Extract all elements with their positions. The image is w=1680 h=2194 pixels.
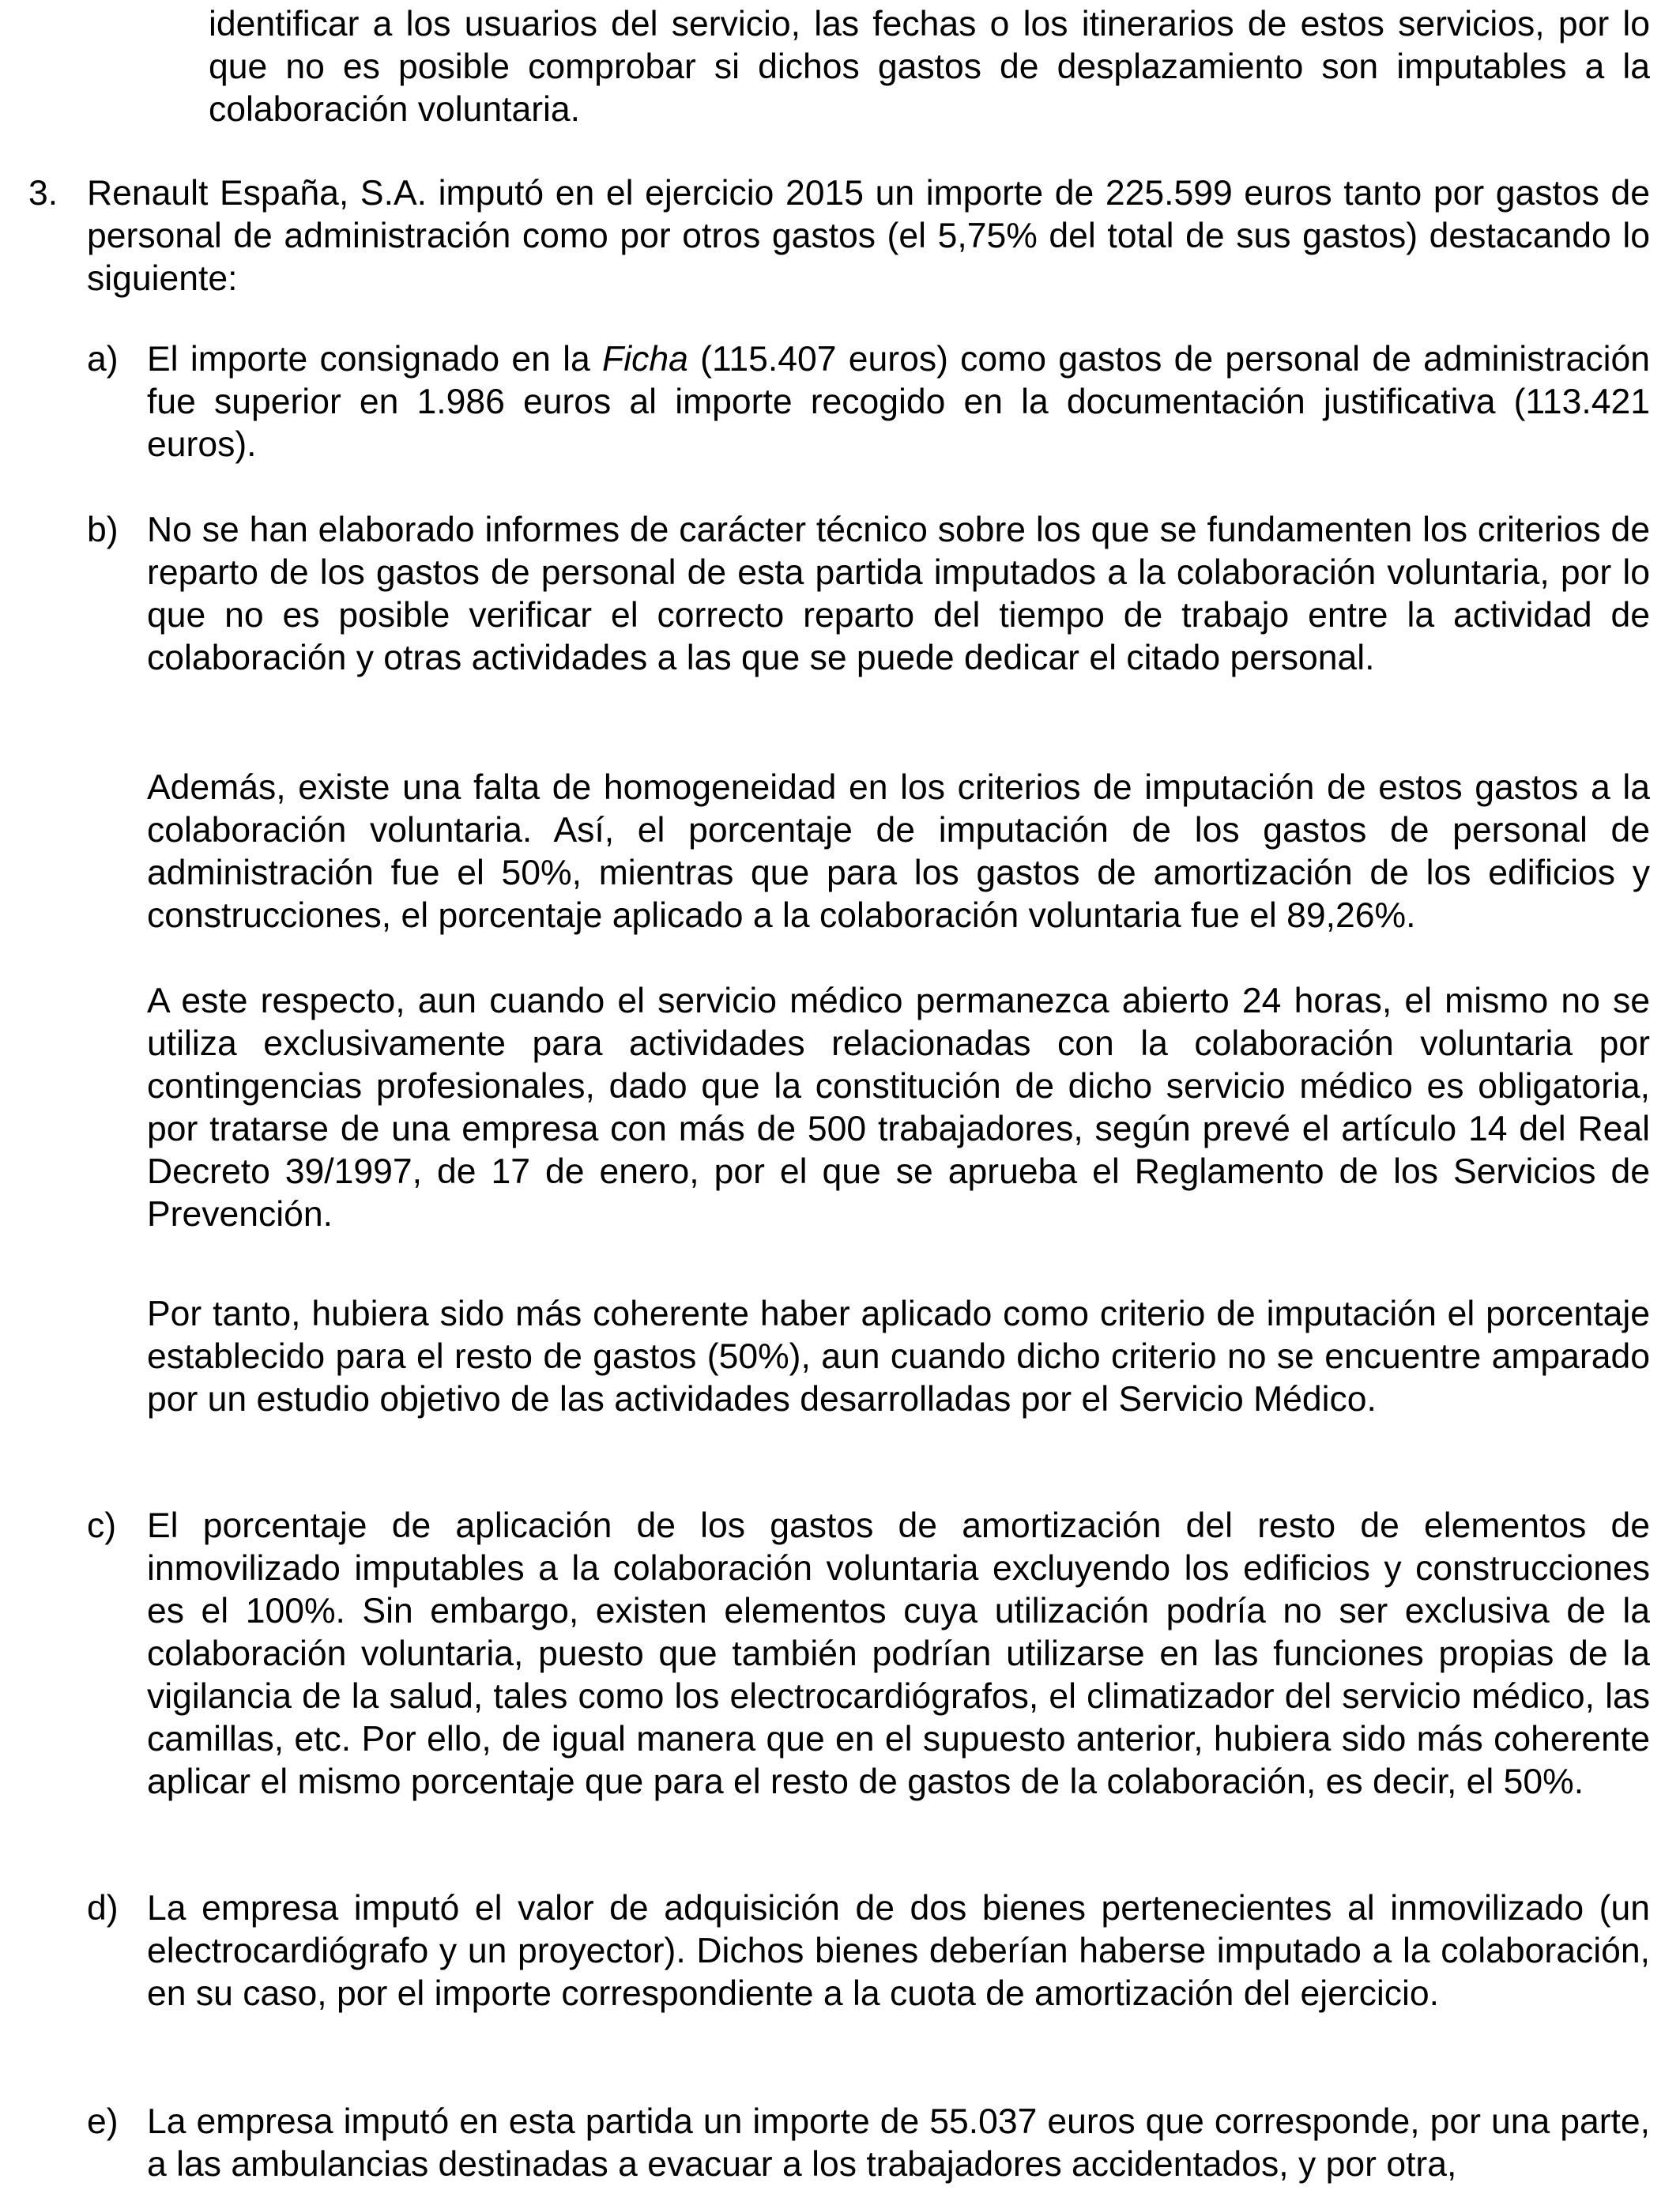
sub-e-label: e)	[87, 2102, 119, 2141]
sub-d-paragraph: La empresa imputó el valor de adquisición de dos bienes pertenecientes al inmovilizado (un electrocardiógrafo y un proyector). Dichos bienes deberían haberse imputado a la colaboración, en su caso, por el importe correspondiente a la cuota de amortización del ejercicio.	[147, 1889, 1650, 2013]
sub-e-paragraph: La empresa imputó en esta partida un importe de 55.037 euros que corresponde, por una parte, a las ambulancias destinadas a evacuar a los trabajadores accidentados, y por otra,	[147, 2102, 1650, 2184]
item-3-paragraph: Renault España, S.A. imputó en el ejercicio 2015 un importe de 225.599 euros tanto por gastos de personal de administración como por otros gastos (el 5,75% del total de sus gastos) destacando lo siguiente:	[87, 174, 1650, 298]
sub-b-paragraph-4: Por tanto, hubiera sido más coherente haber aplicado como criterio de imputación el porcentaje establecido para el resto de gastos (50%), aun cuando dicho criterio no se encuentre amparado por un estudio objetivo de las actividades desarrolladas por el Servicio Médico.	[147, 1295, 1650, 1419]
sub-b-paragraph-1: No se han elaborado informes de carácter técnico sobre los que se fundamenten los criterios de reparto de los gastos de personal de esta partida imputados a la colaboración voluntaria, por lo que no es posible verificar el correcto reparto del tiempo de trabajo entre la actividad de colaboración y otras actividades a las que se puede dedicar el citado personal.	[147, 511, 1650, 677]
sub-d-label: d)	[87, 1889, 119, 1928]
item-3-number: 3.	[28, 174, 58, 213]
sub-a-paragraph	[147, 338, 1650, 466]
ficha-italic: Ficha	[602, 340, 688, 379]
sub-a-label: a)	[87, 340, 119, 379]
sub-a-text-before: El importe consignado en la	[147, 340, 603, 379]
sub-c-paragraph: El porcentaje de aplicación de los gastos de amortización del resto de elementos de inmovilizado imputables a la colaboración voluntaria excluyendo los edificios y construcciones es el 100%. Sin embargo, existen elementos cuya utilización podría no ser exclusiva de la colaboración voluntaria, puesto que también podrían utilizarse en las funciones propias de la vigilancia de la salud, tales como los electrocardiógrafos, el climatizador del servicio médico, las camillas, etc. Por ello, de igual manera que en el supuesto anterior, hubiera sido más coherente aplicar el mismo porcentaje que para el resto de gastos de la colaboración, es decir, el 50%.	[147, 1506, 1650, 1801]
intro-continuation-paragraph: identificar a los usuarios del servicio, las fechas o los itinerarios de estos servicios, por lo que no es posible comprobar si dichos gastos de desplazamiento son imputables a la colaboración voluntaria.	[209, 5, 1650, 129]
sub-b-paragraph-3: A este respecto, aun cuando el servicio médico permanezca abierto 24 horas, el mismo no se utiliza exclusivamente para actividades relacionadas con la colaboración voluntaria por contingencias profesionales, dado que la constitución de dicho servicio médico es obligatoria, por tratarse de una empresa con más de 500 trabajadores, según prevé el artículo 14 del Real Decreto 39/1997, de 17 de enero, por el que se aprueba el Reglamento de los Servicios de Prevención.	[147, 982, 1650, 1234]
sub-c-label: c)	[87, 1506, 117, 1545]
sub-b-paragraph-2: Además, existe una falta de homogeneidad en los criterios de imputación de estos gastos a la colaboración voluntaria. Así, el porcentaje de imputación de los gastos de personal de administración fue el 50%, mientras que para los gastos de amortización de los edificios y construcciones, el porcentaje aplicado a la colaboración voluntaria fue el 89,26%.	[147, 768, 1650, 935]
sub-b-label: b)	[87, 511, 119, 549]
sub-a-text-after: (115.407 euros) como gastos de personal de administración fue superior en 1.986 euros al importe recogido en la documentación justificativa (113.421 euros).	[147, 340, 1650, 464]
